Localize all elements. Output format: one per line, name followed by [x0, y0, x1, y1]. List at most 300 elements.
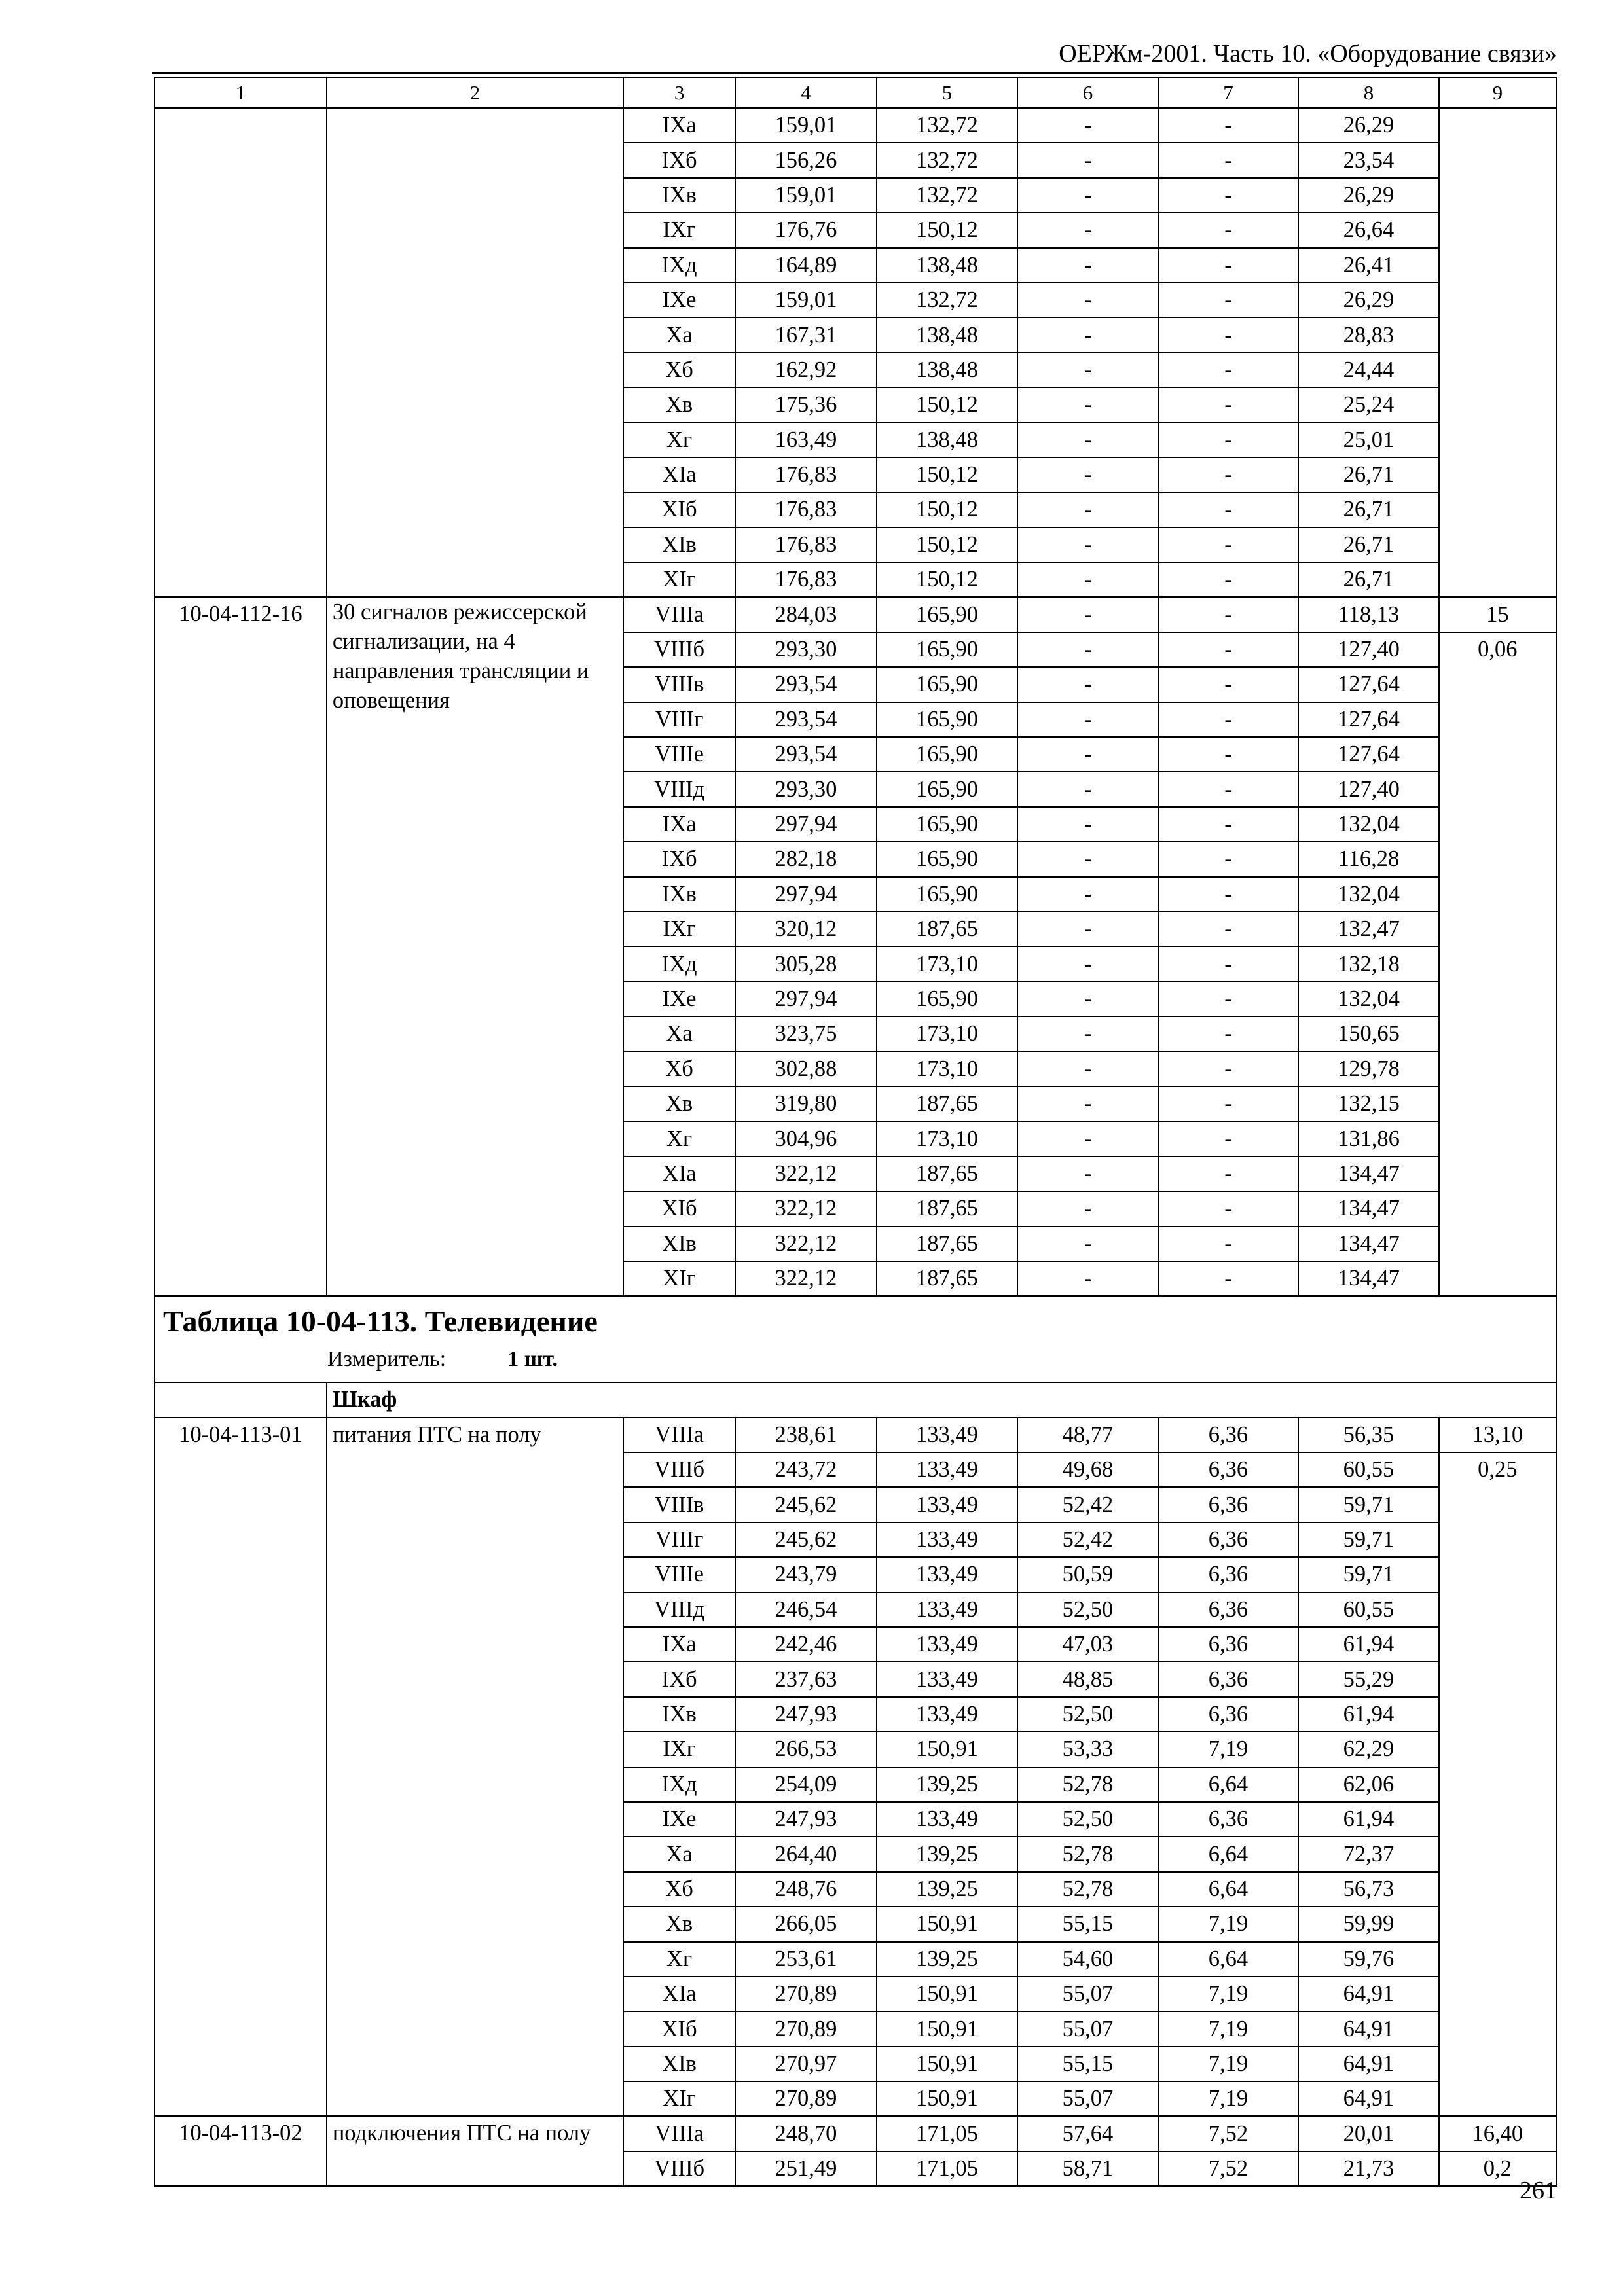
table-cell: IXд	[623, 946, 735, 981]
table-cell: 52,78	[1017, 1872, 1158, 1907]
table-cell: 7,19	[1158, 2081, 1299, 2116]
table-cell: -	[1017, 1227, 1158, 1261]
table-cell: 127,40	[1298, 772, 1439, 806]
table-cell: 6,36	[1158, 1418, 1299, 1452]
entry-description: питания ПТС на полу	[327, 1418, 623, 2117]
table-cell: 52,42	[1017, 1487, 1158, 1522]
table-cell: Xб	[623, 1872, 735, 1907]
measure-value: 1 шт.	[507, 1347, 558, 1372]
table-cell: 173,10	[877, 1121, 1018, 1156]
table-cell: 163,49	[735, 423, 877, 457]
table-cell: 165,90	[877, 702, 1018, 737]
col9-value: 16,40	[1439, 2116, 1556, 2151]
table-cell: 26,41	[1298, 248, 1439, 283]
table-cell: -	[1017, 912, 1158, 946]
table-cell: -	[1017, 667, 1158, 702]
table-cell: -	[1158, 912, 1299, 946]
table-cell: 132,47	[1298, 912, 1439, 946]
table-cell: IXа	[623, 807, 735, 842]
table-cell: 171,05	[877, 2116, 1018, 2151]
table-cell: VIIIд	[623, 1592, 735, 1627]
table-cell: 266,05	[735, 1907, 877, 1941]
table-cell: XIб	[623, 2011, 735, 2046]
table-cell: 139,25	[877, 1872, 1018, 1907]
table-cell: 59,99	[1298, 1907, 1439, 1941]
entry-code: 10-04-112-16	[155, 597, 327, 1296]
table-cell: -	[1158, 143, 1299, 177]
table-cell: VIIIа	[623, 2116, 735, 2151]
table-cell: 132,18	[1298, 946, 1439, 981]
table-cell: -	[1158, 528, 1299, 562]
table-cell: -	[1158, 982, 1299, 1016]
table-cell: -	[1158, 1191, 1299, 1226]
table-cell: 247,93	[735, 1697, 877, 1732]
table-cell: -	[1017, 877, 1158, 912]
column-number-cell: 4	[735, 77, 877, 108]
table-cell: 323,75	[735, 1016, 877, 1051]
table-cell: -	[1017, 248, 1158, 283]
table-cell: 282,18	[735, 842, 877, 876]
table-cell: XIв	[623, 2047, 735, 2081]
table-cell: -	[1017, 387, 1158, 422]
table-cell: 133,49	[877, 1522, 1018, 1557]
table-cell: 162,92	[735, 353, 877, 387]
table-cell: 59,76	[1298, 1942, 1439, 1977]
table-cell: 48,77	[1017, 1418, 1158, 1452]
table-cell: 176,83	[735, 492, 877, 527]
table-cell: 132,04	[1298, 807, 1439, 842]
column-number-cell: 2	[327, 77, 623, 108]
table-cell: -	[1158, 737, 1299, 772]
table-cell: -	[1158, 1086, 1299, 1121]
rates-table-body	[155, 77, 1556, 2186]
table-cell: 133,49	[877, 1802, 1018, 1837]
table-cell: -	[1017, 1052, 1158, 1086]
table-cell: 245,62	[735, 1522, 877, 1557]
table-title-row	[155, 1296, 1556, 1382]
table-cell: 150,12	[877, 562, 1018, 597]
column-number-cell: 9	[1439, 77, 1556, 108]
table-cell: VIIIв	[623, 667, 735, 702]
table-cell: 55,07	[1017, 2081, 1158, 2116]
table-cell: 165,90	[877, 982, 1018, 1016]
table-cell: 47,03	[1017, 1627, 1158, 1662]
col9-value: 15	[1439, 597, 1556, 632]
table-cell: 150,65	[1298, 1016, 1439, 1051]
table-cell: 165,90	[877, 772, 1018, 806]
table-cell: -	[1017, 1261, 1158, 1296]
table-cell: 248,76	[735, 1872, 877, 1907]
table-cell: 7,52	[1158, 2116, 1299, 2151]
table-cell: -	[1158, 1261, 1299, 1296]
column-number-cell: 1	[155, 77, 327, 108]
table-cell: -	[1158, 108, 1299, 143]
table-cell: 167,31	[735, 317, 877, 352]
table-cell: 173,10	[877, 1052, 1018, 1086]
table-cell: 64,91	[1298, 1977, 1439, 2011]
table-cell: 150,12	[877, 213, 1018, 247]
table-cell: 116,28	[1298, 842, 1439, 876]
table-cell: 165,90	[877, 877, 1018, 912]
table-cell: 23,54	[1298, 143, 1439, 177]
table-cell: 132,72	[877, 108, 1018, 143]
table-cell: -	[1158, 387, 1299, 422]
table-cell: -	[1017, 353, 1158, 387]
table-cell: 53,33	[1017, 1732, 1158, 1767]
table-cell: IXг	[623, 1732, 735, 1767]
table-cell: -	[1017, 492, 1158, 527]
table-cell: 304,96	[735, 1121, 877, 1156]
column-number-row	[155, 77, 1556, 108]
table-cell: -	[1158, 492, 1299, 527]
table-cell: 52,50	[1017, 1802, 1158, 1837]
table-cell: 26,71	[1298, 457, 1439, 492]
table-cell: -	[1158, 1121, 1299, 1156]
table-cell: 134,47	[1298, 1261, 1439, 1296]
table-cell: VIIIб	[623, 632, 735, 667]
table-cell: 164,89	[735, 248, 877, 283]
table-cell: 133,49	[877, 1487, 1018, 1522]
table-cell: 150,12	[877, 492, 1018, 527]
measure-line	[155, 1338, 1556, 1382]
table-cell: -	[1017, 632, 1158, 667]
table-cell: IXв	[623, 877, 735, 912]
table-cell: Xг	[623, 1121, 735, 1156]
table-cell: -	[1017, 597, 1158, 632]
group-header-blank	[155, 1382, 327, 1417]
table-cell: VIIIе	[623, 737, 735, 772]
table-cell: Xа	[623, 317, 735, 352]
table-cell: VIIIг	[623, 1522, 735, 1557]
table-cell: 237,63	[735, 1662, 877, 1696]
table-cell: -	[1017, 982, 1158, 1016]
table-cell: 131,86	[1298, 1121, 1439, 1156]
table-cell: 57,64	[1017, 2116, 1158, 2151]
table-row	[155, 2116, 1556, 2151]
table-cell: 293,30	[735, 632, 877, 667]
table-cell: 55,07	[1017, 2011, 1158, 2046]
table-title-block	[155, 1296, 1556, 1382]
table-cell: IXд	[623, 248, 735, 283]
table-cell: -	[1017, 108, 1158, 143]
table-cell: Xг	[623, 1942, 735, 1977]
table-cell: IXг	[623, 912, 735, 946]
table-cell: -	[1017, 1016, 1158, 1051]
table-cell: -	[1158, 632, 1299, 667]
table-cell: 159,01	[735, 283, 877, 317]
table-cell: 187,65	[877, 912, 1018, 946]
table-cell: IXб	[623, 842, 735, 876]
table-cell: 165,90	[877, 807, 1018, 842]
table-cell: XIг	[623, 2081, 735, 2116]
table-cell: 20,01	[1298, 2116, 1439, 2151]
table-cell: 322,12	[735, 1191, 877, 1226]
column-number-cell: 7	[1158, 77, 1299, 108]
table-cell: 139,25	[877, 1942, 1018, 1977]
measure-label: Измеритель:	[327, 1347, 447, 1372]
code-cell	[155, 108, 327, 597]
table-cell: IXе	[623, 982, 735, 1016]
table-cell: 133,49	[877, 1592, 1018, 1627]
table-cell: 150,91	[877, 1907, 1018, 1941]
table-cell: 52,50	[1017, 1697, 1158, 1732]
table-cell: 150,91	[877, 1732, 1018, 1767]
column-number-cell: 8	[1298, 77, 1439, 108]
table-cell: VIIIб	[623, 1452, 735, 1487]
table-cell: 26,71	[1298, 562, 1439, 597]
table-cell: 176,83	[735, 528, 877, 562]
table-cell: 26,29	[1298, 178, 1439, 213]
table-cell: 127,64	[1298, 667, 1439, 702]
table-row	[155, 1418, 1556, 1452]
table-cell: IXа	[623, 1627, 735, 1662]
table-cell: -	[1158, 178, 1299, 213]
table-cell: 133,49	[877, 1627, 1018, 1662]
table-cell: 293,54	[735, 702, 877, 737]
table-cell: 7,19	[1158, 1732, 1299, 1767]
table-cell: 6,36	[1158, 1522, 1299, 1557]
table-cell: 297,94	[735, 877, 877, 912]
table-cell: 165,90	[877, 632, 1018, 667]
table-cell: 293,54	[735, 737, 877, 772]
table-cell: 246,54	[735, 1592, 877, 1627]
table-cell: 132,72	[877, 283, 1018, 317]
table-cell: 59,71	[1298, 1522, 1439, 1557]
table-cell: 243,79	[735, 1557, 877, 1592]
table-cell: VIIIа	[623, 1418, 735, 1452]
table-cell: 26,29	[1298, 108, 1439, 143]
table-cell: -	[1017, 1157, 1158, 1191]
table-cell: 245,62	[735, 1487, 877, 1522]
column-number-cell: 6	[1017, 77, 1158, 108]
table-cell: 52,78	[1017, 1837, 1158, 1871]
table-cell: IXг	[623, 213, 735, 247]
table-cell: 284,03	[735, 597, 877, 632]
table-cell: 322,12	[735, 1157, 877, 1191]
table-cell: -	[1017, 1086, 1158, 1121]
table-cell: IXе	[623, 283, 735, 317]
table-cell: 242,46	[735, 1627, 877, 1662]
table-cell: 150,91	[877, 1977, 1018, 2011]
table-cell: VIIIе	[623, 1557, 735, 1592]
table-cell: 7,19	[1158, 1907, 1299, 1941]
table-cell: -	[1158, 877, 1299, 912]
table-cell: 132,04	[1298, 877, 1439, 912]
table-cell: 56,35	[1298, 1418, 1439, 1452]
table-cell: 6,36	[1158, 1802, 1299, 1837]
table-cell: -	[1158, 423, 1299, 457]
entry-description: подключения ПТС на полу	[327, 2116, 623, 2186]
table-cell: 26,29	[1298, 283, 1439, 317]
table-cell: 322,12	[735, 1227, 877, 1261]
table-cell: 187,65	[877, 1261, 1018, 1296]
col9-cell	[1439, 108, 1556, 597]
table-cell: Xа	[623, 1837, 735, 1871]
table-cell: 6,64	[1158, 1837, 1299, 1871]
table-cell: 60,55	[1298, 1592, 1439, 1627]
table-cell: Xб	[623, 1052, 735, 1086]
table-cell: 60,55	[1298, 1452, 1439, 1487]
table-cell: -	[1017, 317, 1158, 352]
table-cell: -	[1158, 807, 1299, 842]
table-cell: 72,37	[1298, 1837, 1439, 1871]
table-cell: -	[1158, 772, 1299, 806]
table-cell: 56,73	[1298, 1872, 1439, 1907]
table-cell: 6,64	[1158, 1767, 1299, 1802]
table-cell: 176,83	[735, 457, 877, 492]
table-cell: Xг	[623, 423, 735, 457]
table-cell: -	[1158, 562, 1299, 597]
col9-value: 0,06	[1439, 632, 1556, 1296]
table-cell: 52,50	[1017, 1592, 1158, 1627]
table-cell: -	[1017, 1121, 1158, 1156]
table-cell: 173,10	[877, 946, 1018, 981]
table-cell: 6,64	[1158, 1942, 1299, 1977]
table-cell: 25,24	[1298, 387, 1439, 422]
table-cell: XIв	[623, 528, 735, 562]
table-cell: 6,36	[1158, 1627, 1299, 1662]
table-cell: 52,78	[1017, 1767, 1158, 1802]
table-cell: 26,64	[1298, 213, 1439, 247]
table-cell: Xв	[623, 387, 735, 422]
table-cell: 55,15	[1017, 2047, 1158, 2081]
table-cell: 133,49	[877, 1557, 1018, 1592]
table-cell: 132,72	[877, 143, 1018, 177]
table-cell: 165,90	[877, 842, 1018, 876]
table-cell: 58,71	[1017, 2151, 1158, 2186]
table-cell: 127,64	[1298, 702, 1439, 737]
table-cell: 176,76	[735, 213, 877, 247]
table-cell: 150,91	[877, 2011, 1018, 2046]
table-cell: XIг	[623, 1261, 735, 1296]
table-cell: -	[1017, 946, 1158, 981]
table-cell: XIб	[623, 492, 735, 527]
table-cell: 187,65	[877, 1157, 1018, 1191]
table-cell: 159,01	[735, 108, 877, 143]
group-header-row	[155, 1382, 1556, 1417]
table-cell: -	[1017, 1191, 1158, 1226]
table-cell: 21,73	[1298, 2151, 1439, 2186]
table-cell: 264,40	[735, 1837, 877, 1871]
table-cell: -	[1017, 842, 1158, 876]
table-cell: -	[1158, 702, 1299, 737]
table-cell: VIIIа	[623, 597, 735, 632]
table-cell: -	[1017, 457, 1158, 492]
column-number-cell: 5	[877, 77, 1018, 108]
table-cell: XIа	[623, 1157, 735, 1191]
table-cell: 132,72	[877, 178, 1018, 213]
rates-table	[154, 77, 1557, 2187]
table-cell: 165,90	[877, 597, 1018, 632]
group-header: Шкаф	[327, 1382, 1556, 1417]
table-cell: 55,29	[1298, 1662, 1439, 1696]
entry-description: 30 сигналов режиссерской сигнализации, на 4 направления трансляции и оповещения	[327, 597, 623, 1296]
description-cell	[327, 108, 623, 597]
table-cell: 270,89	[735, 1977, 877, 2011]
table-cell: 150,12	[877, 528, 1018, 562]
table-cell: 150,91	[877, 2047, 1018, 2081]
table-cell: 134,47	[1298, 1227, 1439, 1261]
table-cell: -	[1158, 1052, 1299, 1086]
table-cell: 64,91	[1298, 2011, 1439, 2046]
table-cell: 28,83	[1298, 317, 1439, 352]
table-cell: 55,15	[1017, 1907, 1158, 1941]
table-cell: 270,89	[735, 2081, 877, 2116]
table-cell: IXб	[623, 1662, 735, 1696]
table-cell: -	[1158, 1157, 1299, 1191]
table-cell: IXв	[623, 178, 735, 213]
table-cell: XIг	[623, 562, 735, 597]
table-cell: 150,12	[877, 457, 1018, 492]
table-cell: 6,36	[1158, 1592, 1299, 1627]
table-cell: 62,29	[1298, 1732, 1439, 1767]
table-cell: 7,19	[1158, 1977, 1299, 2011]
table-cell: -	[1017, 702, 1158, 737]
table-cell: 59,71	[1298, 1487, 1439, 1522]
table-cell: 61,94	[1298, 1697, 1439, 1732]
table-cell: 253,61	[735, 1942, 877, 1977]
table-cell: VIIIв	[623, 1487, 735, 1522]
table-cell: Xв	[623, 1907, 735, 1941]
table-cell: 61,94	[1298, 1802, 1439, 1837]
table-cell: 62,06	[1298, 1767, 1439, 1802]
table-cell: -	[1017, 562, 1158, 597]
table-cell: 139,25	[877, 1837, 1018, 1871]
table-cell: 175,36	[735, 387, 877, 422]
table-cell: XIб	[623, 1191, 735, 1226]
table-cell: 150,91	[877, 2081, 1018, 2116]
table-cell: 138,48	[877, 423, 1018, 457]
table-cell: -	[1158, 317, 1299, 352]
entry-code: 10-04-113-01	[155, 1418, 327, 2117]
table-cell: -	[1158, 213, 1299, 247]
table-cell: 6,36	[1158, 1487, 1299, 1522]
table-cell: -	[1017, 737, 1158, 772]
table-cell: 322,12	[735, 1261, 877, 1296]
table-cell: -	[1017, 143, 1158, 177]
table-cell: 302,88	[735, 1052, 877, 1086]
table-cell: -	[1017, 528, 1158, 562]
table-cell: -	[1158, 283, 1299, 317]
table-cell: 297,94	[735, 807, 877, 842]
table-cell: 6,36	[1158, 1452, 1299, 1487]
entry-code: 10-04-113-02	[155, 2116, 327, 2186]
table-cell: 138,48	[877, 248, 1018, 283]
table-cell: 61,94	[1298, 1627, 1439, 1662]
table-cell: 127,64	[1298, 737, 1439, 772]
table-cell: 254,09	[735, 1767, 877, 1802]
table-cell: 24,44	[1298, 353, 1439, 387]
table-cell: 132,04	[1298, 982, 1439, 1016]
table-cell: -	[1017, 178, 1158, 213]
table-cell: 49,68	[1017, 1452, 1158, 1487]
table-cell: 133,49	[877, 1418, 1018, 1452]
table-cell: VIIIд	[623, 772, 735, 806]
table-cell: 176,83	[735, 562, 877, 597]
table-cell: Xб	[623, 353, 735, 387]
col9-value: 0,25	[1439, 1452, 1556, 2116]
table-cell: 187,65	[877, 1227, 1018, 1261]
table-cell: 64,91	[1298, 2081, 1439, 2116]
table-cell: 6,36	[1158, 1662, 1299, 1696]
table-cell: -	[1158, 946, 1299, 981]
table-cell: 6,36	[1158, 1697, 1299, 1732]
table-cell: 133,49	[877, 1662, 1018, 1696]
table-cell: 187,65	[877, 1086, 1018, 1121]
table-cell: 6,36	[1158, 1557, 1299, 1592]
table-cell: 156,26	[735, 143, 877, 177]
table-cell: 266,53	[735, 1732, 877, 1767]
